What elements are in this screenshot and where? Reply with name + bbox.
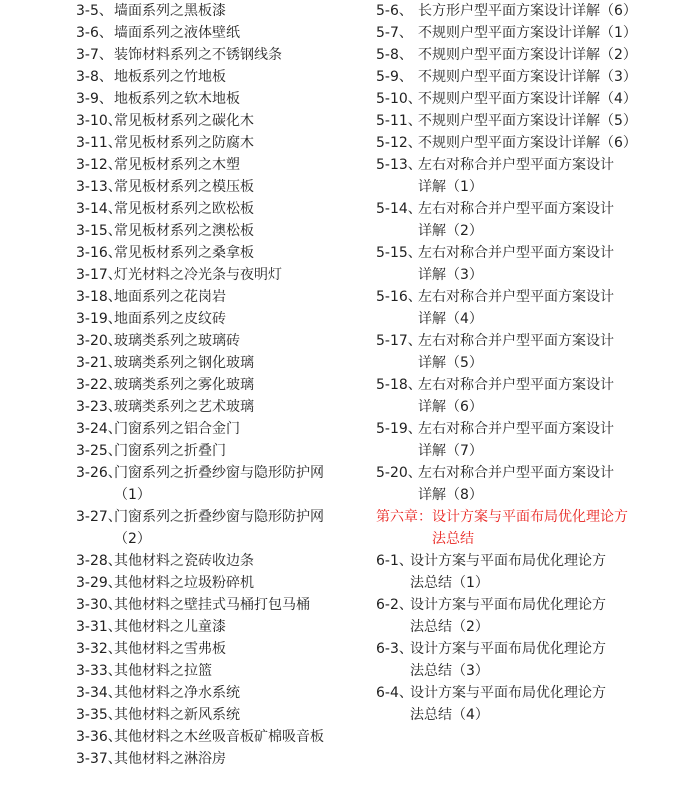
entry-title: 装饰材料系列之不锈钢线条 (114, 47, 282, 63)
entry-number: 3-5、 (76, 3, 113, 19)
entry-number: 3-16、 (76, 245, 122, 261)
entry-title: 设计方案与平面布局优化理论方法总结（1） (410, 553, 606, 591)
toc-entry[interactable] (376, 638, 694, 682)
entry-number: 3-22、 (76, 377, 122, 393)
entry-number: 3-6、 (76, 25, 113, 41)
entry-number: 5-9、 (376, 69, 413, 85)
toc-entry[interactable] (376, 594, 694, 638)
toc-entry[interactable] (76, 0, 376, 22)
entry-title: 常见板材系列之木塑 (114, 157, 240, 173)
toc-entry[interactable] (76, 462, 376, 506)
entry-title: 常见板材系列之模压板 (114, 179, 254, 195)
toc-entry[interactable] (76, 220, 376, 242)
toc-entry[interactable] (376, 44, 694, 66)
entry-title: 玻璃类系列之艺术玻璃 (114, 399, 254, 415)
entry-number: 5-17、 (376, 333, 422, 349)
entry-number: 3-37、 (76, 751, 122, 767)
toc-entry[interactable] (76, 264, 376, 286)
entry-number: 3-21、 (76, 355, 122, 371)
entry-title: 墙面系列之液体壁纸 (114, 25, 240, 41)
entry-number: 3-17、 (76, 267, 122, 283)
entry-title: 玻璃类系列之钢化玻璃 (114, 355, 254, 371)
toc-entry[interactable] (376, 110, 694, 132)
entry-number: 3-26、 (76, 465, 122, 481)
toc-entry[interactable] (76, 682, 376, 704)
entry-title: 门窗系列之折叠门 (114, 443, 226, 459)
toc-entry[interactable] (76, 594, 376, 616)
toc-entry[interactable] (76, 440, 376, 462)
toc-right-list (376, 0, 694, 506)
entry-number: 3-19、 (76, 311, 122, 327)
entry-number: 6-3、 (376, 641, 413, 657)
entry-number: 5-6、 (376, 3, 413, 19)
chapter-title: 设计方案与平面布局优化理论方法总结 (432, 509, 628, 547)
entry-number: 5-10、 (376, 91, 422, 107)
entry-title: 常见板材系列之澳松板 (114, 223, 254, 239)
toc-entry[interactable] (76, 132, 376, 154)
entry-title: 地板系列之软木地板 (114, 91, 240, 107)
toc-right-column (376, 0, 694, 726)
entry-number: 5-16、 (376, 289, 422, 305)
entry-number: 3-27、 (76, 509, 122, 525)
entry-title: 地面系列之皮纹砖 (114, 311, 226, 327)
entry-title: 门窗系列之折叠纱窗与隐形防护网（2） (114, 509, 324, 547)
toc-entry[interactable] (376, 22, 694, 44)
toc-entry[interactable] (76, 374, 376, 396)
entry-title: 左右对称合并户型平面方案设计详解（4） (418, 289, 614, 327)
toc-entry[interactable] (76, 110, 376, 132)
entry-title: 设计方案与平面布局优化理论方法总结（4） (410, 685, 606, 723)
entry-number: 3-30、 (76, 597, 122, 613)
entry-title: 设计方案与平面布局优化理论方法总结（3） (410, 641, 606, 679)
entry-title: 墙面系列之黑板漆 (114, 3, 226, 19)
entry-title: 其他材料之淋浴房 (114, 751, 226, 767)
toc-entry[interactable] (76, 726, 376, 748)
entry-title: 灯光材料之冷光条与夜明灯 (114, 267, 282, 283)
entry-number: 3-33、 (76, 663, 122, 679)
entry-number: 3-12、 (76, 157, 122, 173)
entry-number: 3-18、 (76, 289, 122, 305)
entry-title: 其他材料之新风系统 (114, 707, 240, 723)
entry-number: 3-32、 (76, 641, 122, 657)
entry-number: 3-23、 (76, 399, 122, 415)
entry-title: 玻璃类系列之玻璃砖 (114, 333, 240, 349)
toc-entry[interactable] (76, 418, 376, 440)
toc-entry[interactable] (76, 330, 376, 352)
toc-entry[interactable] (76, 154, 376, 176)
toc-entry[interactable] (376, 286, 694, 330)
entry-number: 3-36、 (76, 729, 122, 745)
entry-number: 3-11、 (76, 135, 122, 151)
entry-title: 不规则户型平面方案设计详解（1） (418, 25, 637, 41)
entry-number: 5-20、 (376, 465, 422, 481)
toc-entry[interactable] (376, 132, 694, 154)
entry-number: 3-9、 (76, 91, 113, 107)
entry-number: 3-20、 (76, 333, 122, 349)
entry-number: 3-34、 (76, 685, 122, 701)
toc-left-column (76, 0, 376, 770)
toc-entry[interactable] (376, 66, 694, 88)
entry-number: 6-1、 (376, 553, 413, 569)
entry-number: 3-14、 (76, 201, 122, 217)
entry-title: 左右对称合并户型平面方案设计详解（6） (418, 377, 614, 415)
toc-entry[interactable] (376, 462, 694, 506)
entry-number: 5-13、 (376, 157, 422, 173)
toc-entry[interactable] (76, 88, 376, 110)
toc-entry[interactable] (76, 616, 376, 638)
entry-title: 其他材料之垃圾粉碎机 (114, 575, 254, 591)
toc-entry[interactable] (376, 88, 694, 110)
toc-entry[interactable] (76, 550, 376, 572)
entry-title: 门窗系列之铝合金门 (114, 421, 240, 437)
entry-number: 3-24、 (76, 421, 122, 437)
toc-entry[interactable] (76, 638, 376, 660)
toc-entry[interactable] (76, 396, 376, 418)
entry-title: 其他材料之拉篮 (114, 663, 212, 679)
entry-title: 左右对称合并户型平面方案设计详解（7） (418, 421, 614, 459)
entry-number: 5-11、 (376, 113, 422, 129)
toc-entry[interactable] (376, 242, 694, 286)
entry-number: 6-4、 (376, 685, 413, 701)
entry-number: 3-35、 (76, 707, 122, 723)
entry-number: 3-28、 (76, 553, 122, 569)
entry-title: 左右对称合并户型平面方案设计详解（3） (418, 245, 614, 283)
entry-title: 地板系列之竹地板 (114, 69, 226, 85)
toc-entry[interactable] (76, 748, 376, 770)
entry-title: 其他材料之净水系统 (114, 685, 240, 701)
toc-entry[interactable] (376, 374, 694, 418)
toc-entry[interactable] (376, 0, 694, 22)
toc-entry[interactable] (76, 660, 376, 682)
entry-title: 常见板材系列之碳化木 (114, 113, 254, 129)
toc-entry[interactable] (76, 704, 376, 726)
entry-title: 左右对称合并户型平面方案设计详解（8） (418, 465, 614, 503)
entry-title: 其他材料之壁挂式马桶打包马桶 (114, 597, 310, 613)
entry-title: 左右对称合并户型平面方案设计详解（1） (418, 157, 614, 195)
entry-number: 5-12、 (376, 135, 422, 151)
entry-number: 3-25、 (76, 443, 122, 459)
toc-entry[interactable] (76, 66, 376, 88)
entry-number: 5-7、 (376, 25, 413, 41)
entry-title: 长方形户型平面方案设计详解（6） (418, 3, 637, 19)
toc-entry[interactable] (76, 308, 376, 330)
entry-number: 3-31、 (76, 619, 122, 635)
entry-number: 5-15、 (376, 245, 422, 261)
entry-title: 左右对称合并户型平面方案设计详解（5） (418, 333, 614, 371)
toc-entry[interactable] (76, 22, 376, 44)
toc-entry[interactable] (76, 198, 376, 220)
toc-entry[interactable] (376, 682, 694, 726)
entry-title: 不规则户型平面方案设计详解（3） (418, 69, 637, 85)
toc-entry[interactable] (376, 198, 694, 242)
entry-number: 5-19、 (376, 421, 422, 437)
entry-title: 其他材料之瓷砖收边条 (114, 553, 254, 569)
entry-title: 设计方案与平面布局优化理论方法总结（2） (410, 597, 606, 635)
toc-entry[interactable] (376, 550, 694, 594)
entry-number: 3-13、 (76, 179, 122, 195)
toc-entry[interactable] (76, 242, 376, 264)
entry-number: 5-14、 (376, 201, 422, 217)
entry-number: 3-10、 (76, 113, 122, 129)
entry-title: 地面系列之花岗岩 (114, 289, 226, 305)
entry-title: 其他材料之木丝吸音板矿棉吸音板 (114, 729, 324, 745)
entry-number: 3-7、 (76, 47, 113, 63)
entry-title: 门窗系列之折叠纱窗与隐形防护网（1） (114, 465, 324, 503)
entry-title: 不规则户型平面方案设计详解（6） (418, 135, 637, 151)
entry-number: 3-15、 (76, 223, 122, 239)
entry-number: 5-8、 (376, 47, 413, 63)
entry-number: 3-29、 (76, 575, 122, 591)
entry-title: 不规则户型平面方案设计详解（2） (418, 47, 637, 63)
entry-title: 常见板材系列之桑拿板 (114, 245, 254, 261)
entry-number: 6-2、 (376, 597, 413, 613)
chapter-heading[interactable] (376, 506, 694, 550)
entry-title: 常见板材系列之欧松板 (114, 201, 254, 217)
entry-title: 不规则户型平面方案设计详解（4） (418, 91, 637, 107)
toc-entry[interactable] (376, 154, 694, 198)
entry-number: 5-18、 (376, 377, 422, 393)
toc-entry[interactable] (76, 572, 376, 594)
toc-entry[interactable] (76, 352, 376, 374)
chapter6-list (376, 550, 694, 726)
toc-entry[interactable] (76, 44, 376, 66)
toc-entry[interactable] (76, 176, 376, 198)
entry-title: 玻璃类系列之雾化玻璃 (114, 377, 254, 393)
entry-title: 其他材料之儿童漆 (114, 619, 226, 635)
entry-number: 3-8、 (76, 69, 113, 85)
toc-entry[interactable] (76, 286, 376, 308)
entry-title: 左右对称合并户型平面方案设计详解（2） (418, 201, 614, 239)
chapter-label: 第六章： (376, 509, 432, 525)
entry-title: 其他材料之雪弗板 (114, 641, 226, 657)
entry-title: 常见板材系列之防腐木 (114, 135, 254, 151)
entry-title: 不规则户型平面方案设计详解（5） (418, 113, 637, 129)
toc-entry[interactable] (376, 418, 694, 462)
toc-entry[interactable] (376, 330, 694, 374)
toc-entry[interactable] (76, 506, 376, 550)
